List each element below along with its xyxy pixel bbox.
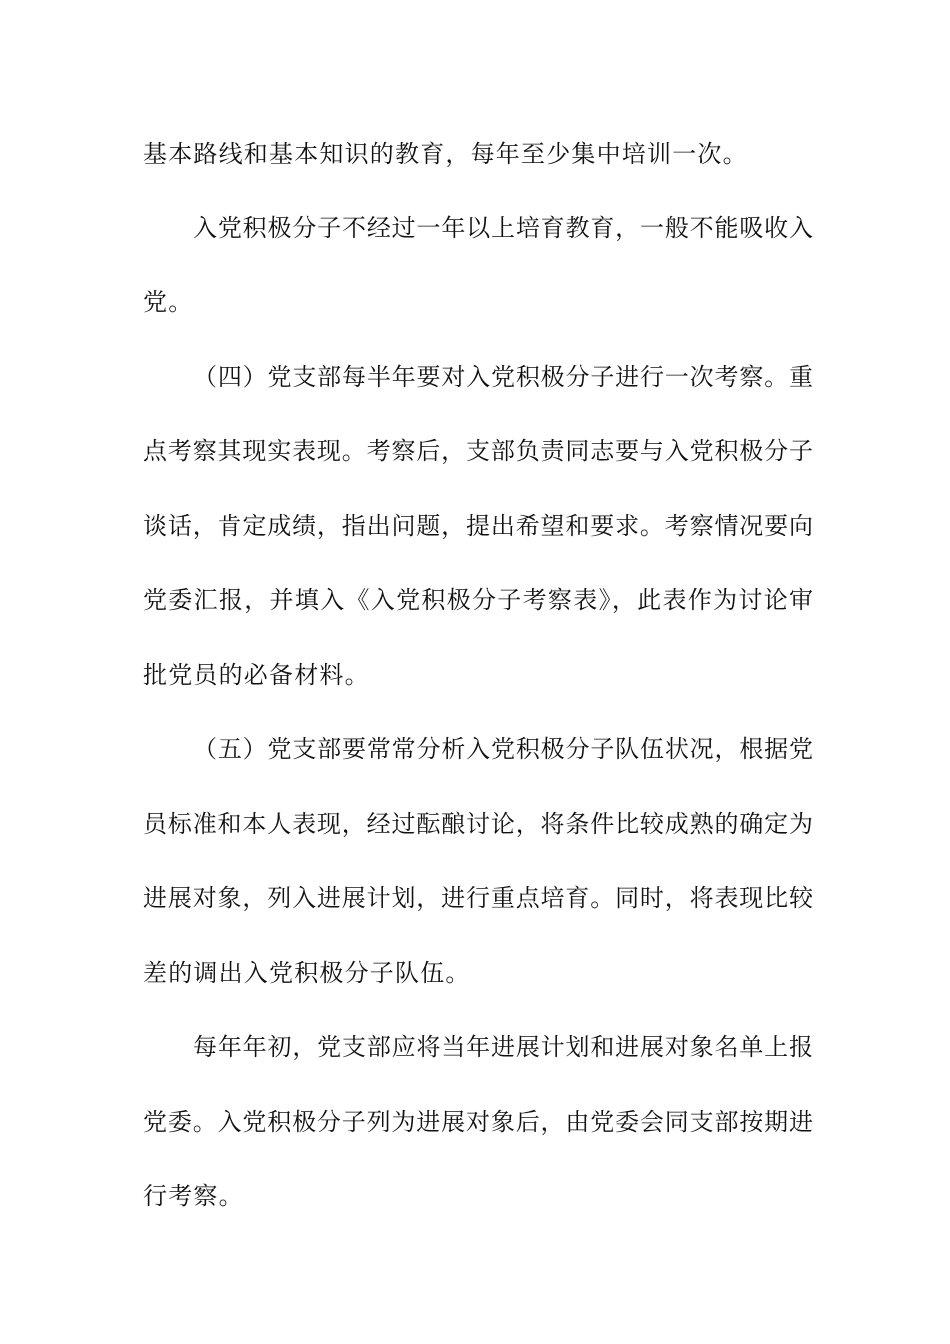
text-line: 点考察其现实表现。考察后，支部负责同志要与入党积极分子	[143, 437, 813, 465]
paragraph-first-line: 入党积极分子不经过一年以上培育教育，一般不能吸收入	[193, 214, 813, 242]
text-line: 批党员的必备材料。	[143, 661, 370, 689]
paragraph-first-line: （四）党支部每半年要对入党积极分子进行一次考察。重	[193, 363, 813, 391]
text-line: 进展对象，列入进展计划，进行重点培育。同时，将表现比较	[143, 884, 813, 912]
text-line: 谈话，肯定成绩，指出问题，提出希望和要求。考察情况要向	[143, 512, 813, 540]
text-line: 基本路线和基本知识的教育，每年至少集中培训一次。	[143, 140, 748, 168]
paragraph-first-line: 每年年初，党支部应将当年进展计划和进展对象名单上报	[193, 1033, 813, 1061]
text-line: 党。	[143, 288, 194, 316]
paragraph-first-line: （五）党支部要常常分析入党积极分子队伍状况，根据党	[193, 735, 813, 763]
text-line: 行考察。	[143, 1182, 244, 1210]
text-line: 党委汇报，并填入《入党积极分子考察表》，此表作为讨论审	[143, 586, 813, 614]
text-line: 员标准和本人表现，经过酝酿讨论，将条件比较成熟的确定为	[143, 810, 813, 838]
text-line: 差的调出入党积极分子队伍。	[143, 959, 471, 987]
text-line: 党委。入党积极分子列为进展对象后，由党委会同支部按期进	[143, 1108, 813, 1136]
